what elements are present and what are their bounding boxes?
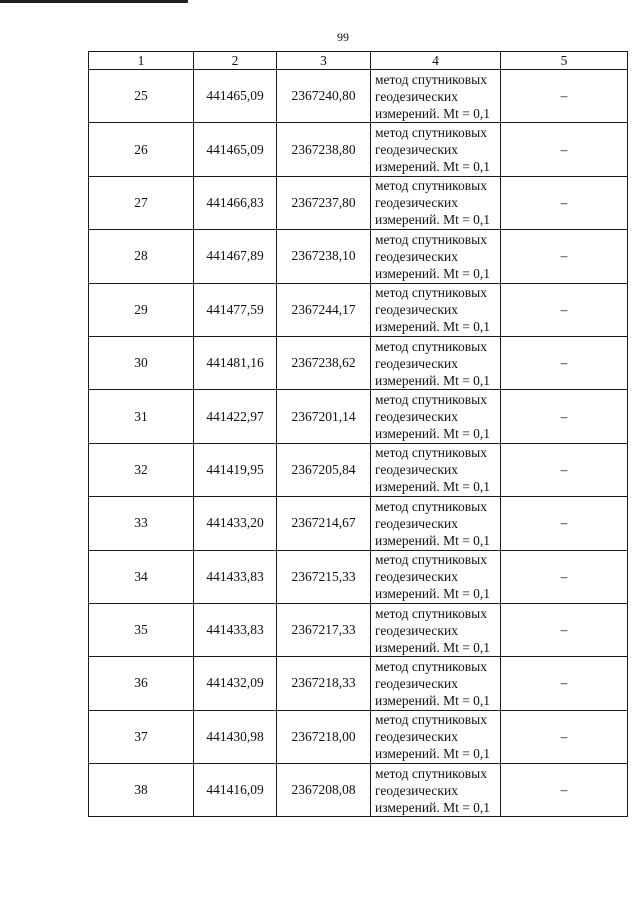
note-cell: – bbox=[501, 176, 628, 229]
point-number-cell: 34 bbox=[89, 550, 194, 603]
note-cell: – bbox=[501, 443, 628, 496]
x-coordinate-cell: 441430,98 bbox=[194, 710, 277, 763]
method-cell: метод спутниковых геодезических измерений. Mt = 0,1 bbox=[371, 123, 501, 176]
table-row bbox=[89, 710, 628, 763]
note-cell: – bbox=[501, 764, 628, 817]
y-coordinate-cell: 2367238,10 bbox=[277, 230, 371, 283]
y-coordinate-cell: 2367217,33 bbox=[277, 603, 371, 656]
note-cell: – bbox=[501, 497, 628, 550]
y-coordinate-cell: 2367208,08 bbox=[277, 764, 371, 817]
method-cell: метод спутниковых геодезических измерений. Mt = 0,1 bbox=[371, 764, 501, 817]
note-cell: – bbox=[501, 283, 628, 336]
note-cell: – bbox=[501, 70, 628, 123]
table-header bbox=[89, 52, 628, 70]
point-number-cell: 35 bbox=[89, 603, 194, 656]
table-row bbox=[89, 230, 628, 283]
header-col-4: 4 bbox=[371, 52, 501, 70]
note-cell: – bbox=[501, 550, 628, 603]
table-row bbox=[89, 443, 628, 496]
method-cell: метод спутниковых геодезических измерений. Mt = 0,1 bbox=[371, 657, 501, 710]
table-row bbox=[89, 764, 628, 817]
point-number-cell: 28 bbox=[89, 230, 194, 283]
point-number-cell: 30 bbox=[89, 336, 194, 389]
point-number-cell: 38 bbox=[89, 764, 194, 817]
point-number-cell: 37 bbox=[89, 710, 194, 763]
point-number-cell: 26 bbox=[89, 123, 194, 176]
method-cell: метод спутниковых геодезических измерений. Mt = 0,1 bbox=[371, 390, 501, 443]
table-row bbox=[89, 283, 628, 336]
method-cell: метод спутниковых геодезических измерений. Mt = 0,1 bbox=[371, 230, 501, 283]
x-coordinate-cell: 441433,20 bbox=[194, 497, 277, 550]
point-number-cell: 31 bbox=[89, 390, 194, 443]
y-coordinate-cell: 2367237,80 bbox=[277, 176, 371, 229]
note-cell: – bbox=[501, 710, 628, 763]
method-cell: метод спутниковых геодезических измерений. Mt = 0,1 bbox=[371, 550, 501, 603]
table-row bbox=[89, 657, 628, 710]
table-row bbox=[89, 603, 628, 656]
x-coordinate-cell: 441481,16 bbox=[194, 336, 277, 389]
table-row bbox=[89, 123, 628, 176]
point-number-cell: 25 bbox=[89, 70, 194, 123]
y-coordinate-cell: 2367244,17 bbox=[277, 283, 371, 336]
header-col-3: 3 bbox=[277, 52, 371, 70]
point-number-cell: 27 bbox=[89, 176, 194, 229]
method-cell: метод спутниковых геодезических измерений. Mt = 0,1 bbox=[371, 443, 501, 496]
y-coordinate-cell: 2367238,80 bbox=[277, 123, 371, 176]
x-coordinate-cell: 441416,09 bbox=[194, 764, 277, 817]
method-cell: метод спутниковых геодезических измерений. Mt = 0,1 bbox=[371, 710, 501, 763]
y-coordinate-cell: 2367218,33 bbox=[277, 657, 371, 710]
top-rule bbox=[0, 0, 188, 3]
note-cell: – bbox=[501, 336, 628, 389]
y-coordinate-cell: 2367214,67 bbox=[277, 497, 371, 550]
method-cell: метод спутниковых геодезических измерений. Mt = 0,1 bbox=[371, 283, 501, 336]
table-row bbox=[89, 336, 628, 389]
table-body bbox=[89, 70, 628, 817]
table-row bbox=[89, 176, 628, 229]
note-cell: – bbox=[501, 657, 628, 710]
y-coordinate-cell: 2367215,33 bbox=[277, 550, 371, 603]
y-coordinate-cell: 2367238,62 bbox=[277, 336, 371, 389]
x-coordinate-cell: 441433,83 bbox=[194, 550, 277, 603]
point-number-cell: 32 bbox=[89, 443, 194, 496]
method-cell: метод спутниковых геодезических измерений. Mt = 0,1 bbox=[371, 70, 501, 123]
coordinates-table bbox=[88, 51, 628, 817]
point-number-cell: 33 bbox=[89, 497, 194, 550]
note-cell: – bbox=[501, 123, 628, 176]
x-coordinate-cell: 441466,83 bbox=[194, 176, 277, 229]
x-coordinate-cell: 441465,09 bbox=[194, 70, 277, 123]
page-number: 99 bbox=[337, 30, 349, 44]
x-coordinate-cell: 441477,59 bbox=[194, 283, 277, 336]
table-row bbox=[89, 390, 628, 443]
method-cell: метод спутниковых геодезических измерений. Mt = 0,1 bbox=[371, 603, 501, 656]
table-row bbox=[89, 70, 628, 123]
x-coordinate-cell: 441433,83 bbox=[194, 603, 277, 656]
method-cell: метод спутниковых геодезических измерений. Mt = 0,1 bbox=[371, 336, 501, 389]
point-number-cell: 29 bbox=[89, 283, 194, 336]
table-row bbox=[89, 550, 628, 603]
x-coordinate-cell: 441467,89 bbox=[194, 230, 277, 283]
point-number-cell: 36 bbox=[89, 657, 194, 710]
x-coordinate-cell: 441465,09 bbox=[194, 123, 277, 176]
header-row bbox=[89, 52, 628, 70]
header-col-5: 5 bbox=[501, 52, 628, 70]
note-cell: – bbox=[501, 230, 628, 283]
y-coordinate-cell: 2367201,14 bbox=[277, 390, 371, 443]
y-coordinate-cell: 2367205,84 bbox=[277, 443, 371, 496]
method-cell: метод спутниковых геодезических измерений. Mt = 0,1 bbox=[371, 176, 501, 229]
method-cell: метод спутниковых геодезических измерений. Mt = 0,1 bbox=[371, 497, 501, 550]
x-coordinate-cell: 441419,95 bbox=[194, 443, 277, 496]
header-col-1: 1 bbox=[89, 52, 194, 70]
x-coordinate-cell: 441432,09 bbox=[194, 657, 277, 710]
header-col-2: 2 bbox=[194, 52, 277, 70]
table-row bbox=[89, 497, 628, 550]
y-coordinate-cell: 2367218,00 bbox=[277, 710, 371, 763]
note-cell: – bbox=[501, 390, 628, 443]
x-coordinate-cell: 441422,97 bbox=[194, 390, 277, 443]
y-coordinate-cell: 2367240,80 bbox=[277, 70, 371, 123]
note-cell: – bbox=[501, 603, 628, 656]
